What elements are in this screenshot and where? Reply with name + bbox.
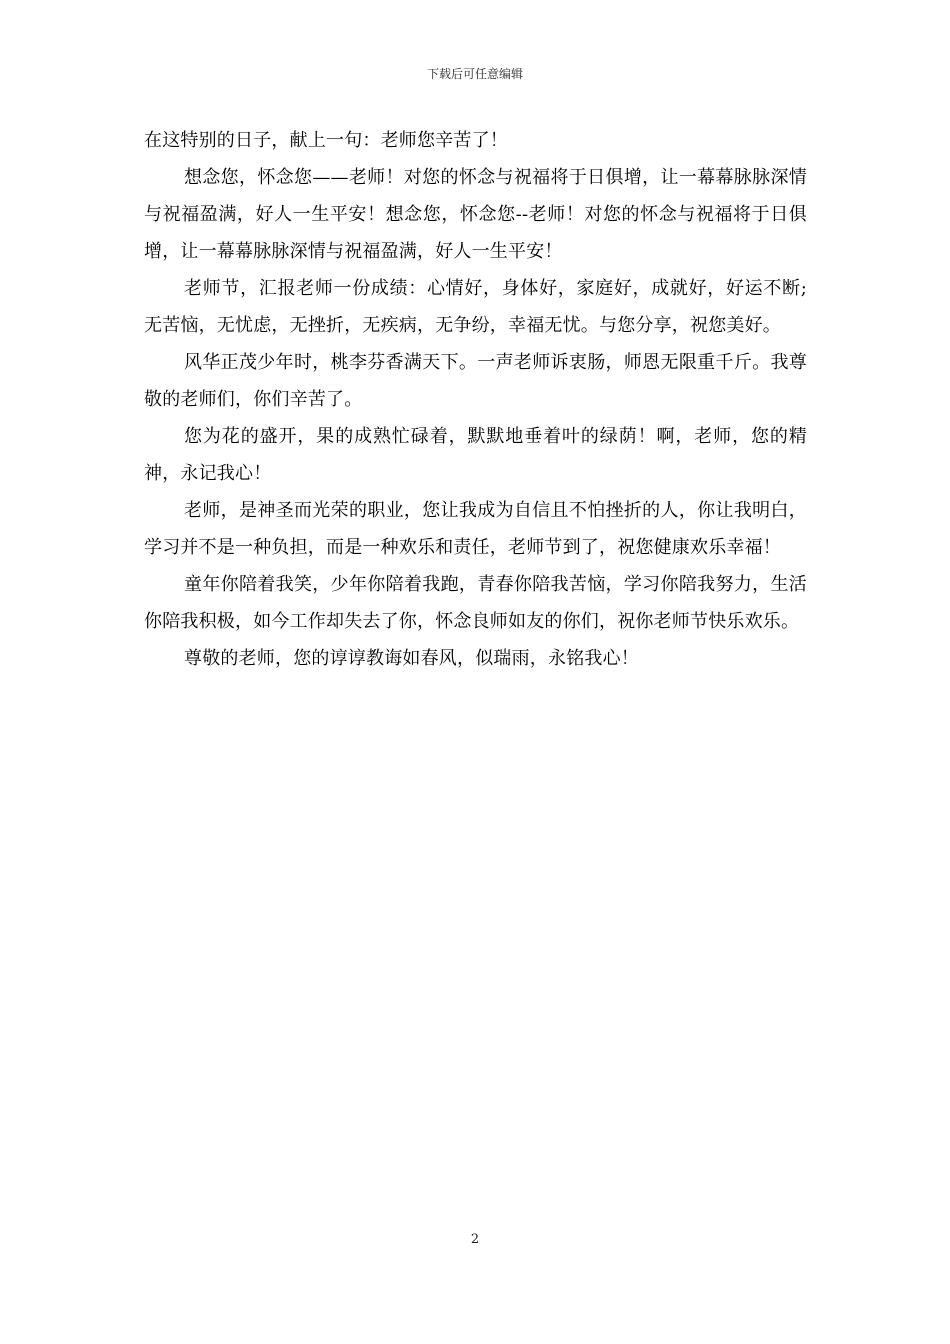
paragraph-5: 您为花的盛开，果的成熟忙碌着，默默地垂着叶的绿荫！啊，老师，您的精神，永记我心！ (144, 426, 807, 484)
page-header: 下载后可任意编辑 (426, 67, 523, 81)
paragraph-4: 风华正茂少年时，桃李芬香满天下。一声老师诉衷肠，师恩无限重千斤。我尊敬的老师们，你们辛苦了。 (144, 352, 807, 410)
paragraph-8: 尊敬的老师，您的谆谆教诲如春风，似瑞雨，永铭我心！ (184, 648, 639, 669)
page-number: 2 (470, 1232, 480, 1247)
paragraph-6: 老师，是神圣而光荣的职业，您让我成为自信且不怕挫折的人，你让我明白，学习并不是一种负担，而是一种欢乐和责任，老师节到了，祝您健康欢乐幸福！ (144, 500, 807, 558)
paragraph-7: 童年你陪着我笑，少年你陪着我跑，青春你陪我苦恼，学习你陪我努力，生活你陪我积极，如今工作却失去了你，怀念良师如友的你们，祝你老师节快乐欢乐。 (144, 574, 807, 632)
paragraph-2: 想念您，怀念您——老师！对您的怀念与祝福将于日俱增，让一幕幕脉脉深情与祝福盈满，好人一生平安！想念您，怀念您--老师！对您的怀念与祝福将于日俱增，让一幕幕脉脉深情与祝福盈满，好人一生平安！ (144, 167, 807, 262)
paragraph-1: 在这特别的日子，献上一句：老师您辛苦了！ (144, 130, 508, 151)
document-body (144, 122, 807, 677)
paragraph-3: 老师节，汇报老师一份成绩：心情好，身体好，家庭好，成就好，好运不断;无苦恼，无忧虑，无挫折，无疾病，无争纷，幸福无忧。与您分享，祝您美好。 (144, 278, 807, 336)
